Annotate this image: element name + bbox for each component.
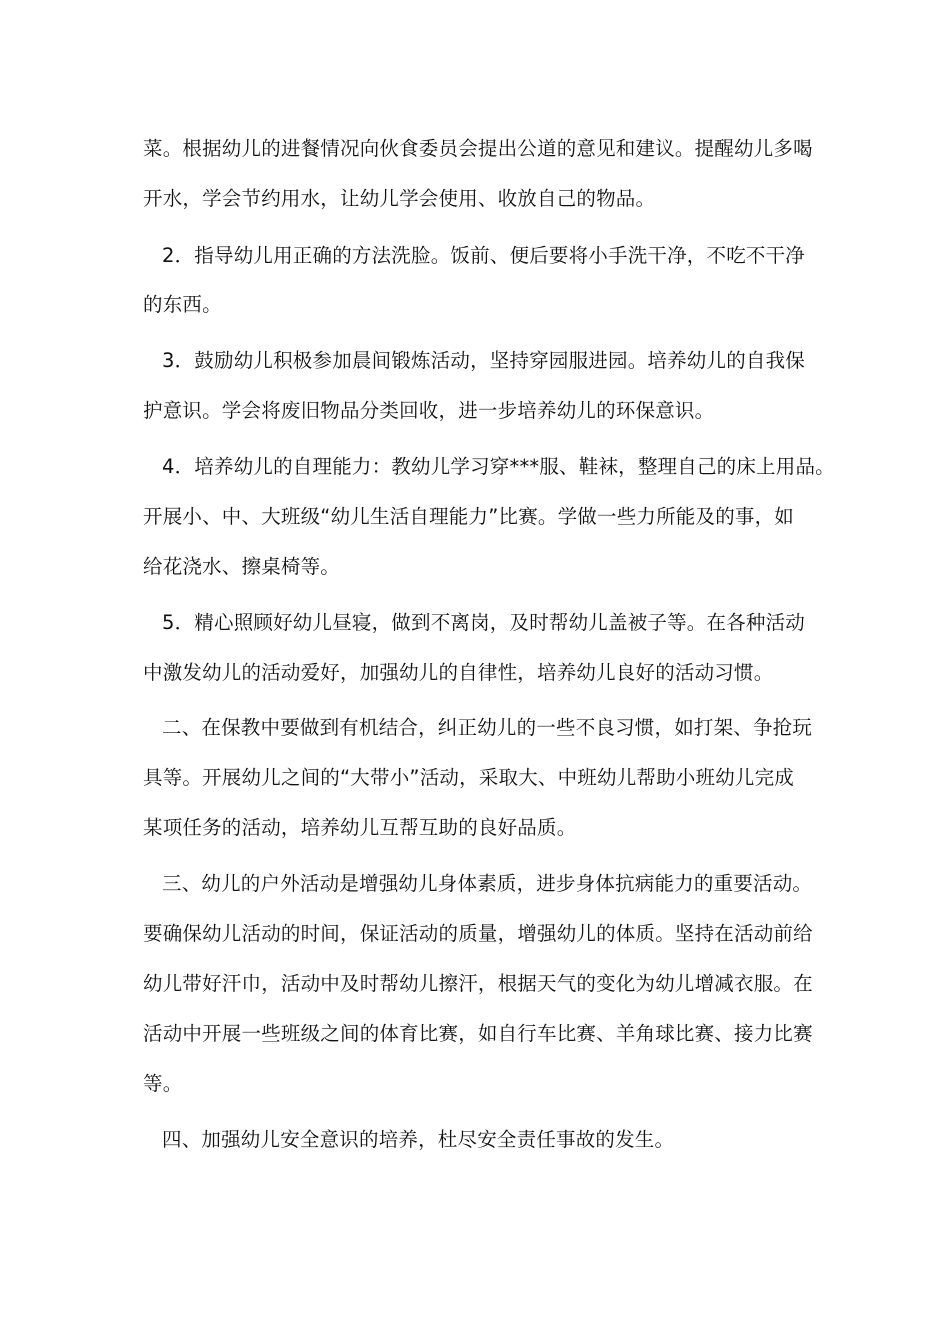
text-line: 菜。根据幼儿的进餐情况向伙食委员会提出公道的意见和建议。提醒幼儿多喝 xyxy=(143,137,813,160)
text-line: 的东西。 xyxy=(143,293,222,316)
text-line: 要确保幼儿活动的时间，保证活动的质量，增强幼儿的体质。坚持在活动前给 xyxy=(143,922,813,945)
text-line: 活动中开展一些班级之间的体育比赛，如自行车比赛、羊角球比赛、接力比赛 xyxy=(143,1022,813,1045)
text-line: 2．指导幼儿用正确的方法洗脸。饭前、便后要将小手洗干净，不吃不干净 xyxy=(162,244,806,267)
text-line: 开展小、中、大班级“幼儿生活自理能力”比赛。学做一些力所能及的事，如 xyxy=(143,505,795,528)
text-line: 开水，学会节约用水，让幼儿学会使用、收放自己的物品。 xyxy=(143,187,656,210)
text-line: 护意识。学会将废旧物品分类回收，进一步培养幼儿的环保意识。 xyxy=(143,399,715,422)
text-line: 二、在保教中要做到有机结合，纠正幼儿的一些不良习惯，如打架、争抢玩 xyxy=(162,716,813,739)
text-line: 等。 xyxy=(143,1072,183,1095)
text-line: 具等。开展幼儿之间的“大带小”活动，采取大、中班幼儿帮助小班幼儿完成 xyxy=(143,766,795,789)
text-line: 三、幼儿的户外活动是增强幼儿身体素质，进步身体抗病能力的重要活动。 xyxy=(162,872,813,895)
text-line: 四、加强幼儿安全意识的培养，杜尽安全责任事故的发生。 xyxy=(162,1128,675,1151)
text-line: 中激发幼儿的活动爱好，加强幼儿的自律性，培养幼儿良好的活动习惯。 xyxy=(143,661,774,684)
text-line: 幼儿带好汗巾，活动中及时帮幼儿擦汗，根据天气的变化为幼儿增减衣服。在 xyxy=(143,972,813,995)
text-line: 某项任务的活动，培养幼儿互帮互助的良好品质。 xyxy=(143,816,577,839)
text-line: 3．鼓励幼儿积极参加晨间锻炼活动，坚持穿园服进园。培养幼儿的自我保 xyxy=(162,349,806,372)
text-line: 4．培养幼儿的自理能力：教幼儿学习穿***服、鞋袜，整理自己的床上用品。 xyxy=(162,455,835,478)
text-line: 给花浇水、擦桌椅等。 xyxy=(143,555,341,578)
text-line: 5．精心照顾好幼儿昼寝，做到不离岗，及时帮幼儿盖被子等。在各种活动 xyxy=(162,611,806,634)
